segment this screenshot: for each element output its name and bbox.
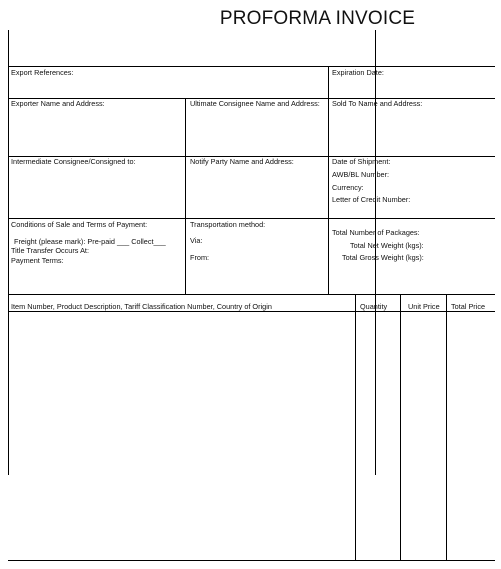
rule-row4	[8, 218, 495, 219]
intermediate-consignee-label: Intermediate Consignee/Consigned to:	[11, 157, 136, 166]
freight-label: Freight (please mark): Pre-paid ___ Collect___	[14, 237, 166, 246]
quantity-header: Quantity	[360, 302, 388, 311]
awb-bl-label: AWB/BL Number:	[332, 170, 390, 179]
ultimate-consignee-label: Ultimate Consignee Name and Address:	[190, 99, 320, 108]
rule-row5	[8, 294, 495, 295]
export-references-label: Export References:	[11, 68, 74, 77]
total-packages-label: Total Number of Packages:	[332, 228, 420, 237]
rule-unit-left	[400, 294, 401, 560]
conditions-label: Conditions of Sale and Terms of Payment:	[11, 220, 148, 229]
letter-of-credit-label: Letter of Credit Number:	[332, 195, 411, 204]
rule-bottom	[8, 560, 495, 561]
total-gross-weight-label: Total Gross Weight (kgs):	[342, 253, 424, 262]
page-title: PROFORMA INVOICE	[219, 8, 416, 29]
exporter-label: Exporter Name and Address:	[11, 99, 105, 108]
rule-col-mid	[185, 98, 186, 294]
transportation-method-label: Transportation method:	[190, 220, 266, 229]
title-transfer-label: Title Transfer Occurs At:	[11, 246, 89, 255]
total-price-header: Total Price	[451, 302, 486, 311]
date-of-shipment-label: Date of Shipment:	[332, 157, 391, 166]
rule-top	[8, 66, 495, 67]
sold-to-label: Sold To Name and Address:	[332, 99, 423, 108]
currency-label: Currency:	[332, 183, 364, 192]
total-net-weight-label: Total Net Weight (kgs):	[350, 241, 424, 250]
rule-left	[8, 30, 9, 475]
payment-terms-label: Payment Terms:	[11, 256, 64, 265]
rule-col-right	[328, 66, 329, 294]
expiration-date-label: Expiration Date:	[332, 68, 384, 77]
rule-qty-left	[355, 294, 356, 560]
rule-total-left	[446, 294, 447, 560]
via-label: Via:	[190, 236, 203, 245]
unit-price-header: Unit Price	[408, 302, 440, 311]
from-label: From:	[190, 253, 210, 262]
notify-party-label: Notify Party Name and Address:	[190, 157, 294, 166]
rule-table-header	[8, 311, 495, 312]
items-description-header: Item Number, Product Description, Tariff Classification Number, Country of Origin	[11, 302, 272, 311]
